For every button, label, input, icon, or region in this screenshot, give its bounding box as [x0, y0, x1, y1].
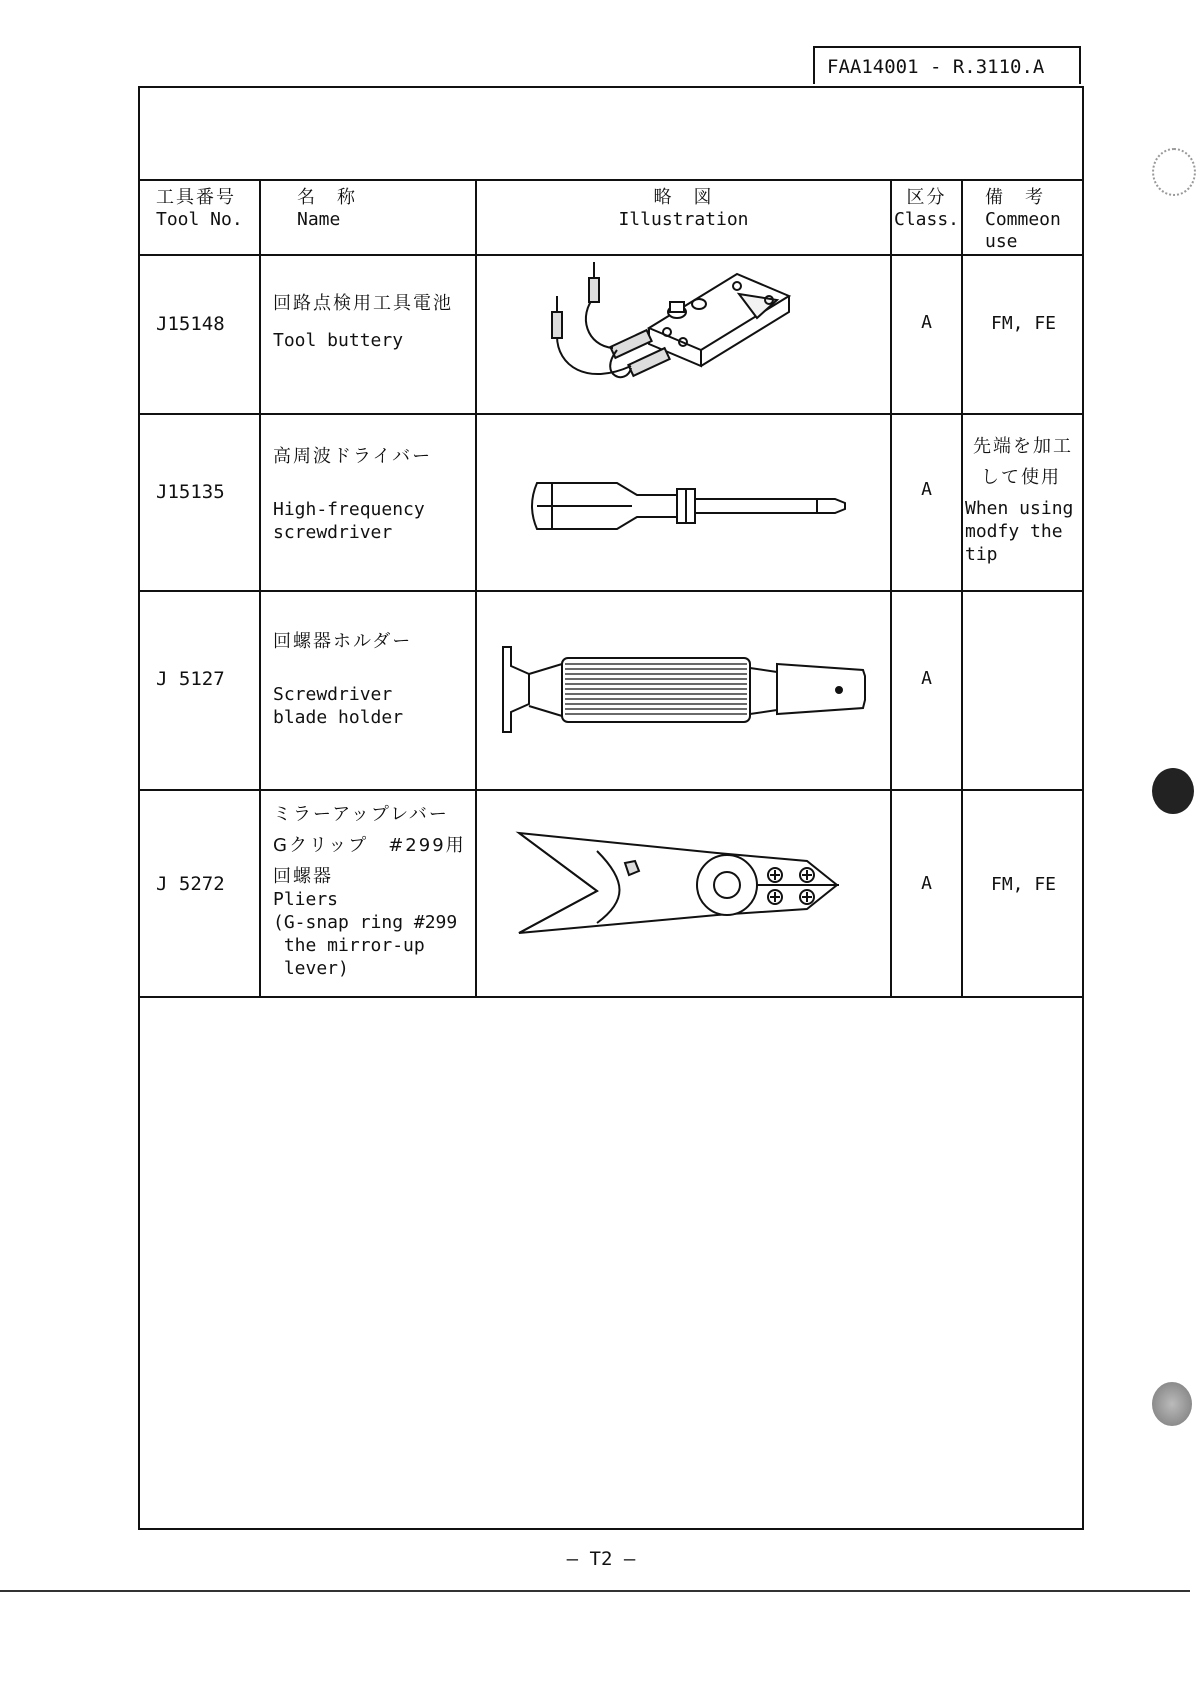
illustration-cell [476, 790, 891, 997]
header-name [260, 180, 476, 255]
punch-hole-mark [1152, 1382, 1192, 1426]
header-class-en: Class. [893, 209, 960, 230]
header-illustration-jp: 略 図 [653, 187, 714, 208]
tool-no: J 5127 [156, 668, 225, 690]
header-tool-no [138, 180, 260, 255]
remarks-value: When using [965, 498, 1074, 519]
header-illustration-en: Illustration [618, 209, 749, 230]
remarks-cell [962, 790, 1084, 997]
punch-hole-mark [1152, 148, 1196, 196]
name-jp: 回螺器ホルダー [273, 631, 413, 652]
class-cell [891, 591, 962, 790]
class-value: A [921, 873, 932, 894]
header-class [891, 180, 962, 255]
remarks-value: tip [965, 544, 998, 565]
header-remarks [962, 180, 1084, 255]
class-cell [891, 255, 962, 414]
remarks-value: FM, FE [990, 313, 1057, 334]
illustration-cell [476, 591, 891, 790]
header-remarks-en-2: use [985, 231, 1018, 252]
name-en: Tool buttery [273, 330, 404, 351]
illustration-cell [476, 255, 891, 414]
bottom-rule [0, 1590, 1190, 1592]
tool-no-cell [138, 255, 260, 414]
table-row [138, 255, 1084, 414]
name-jp: 回路点検用工具電池 [273, 293, 453, 314]
page-number: T2 [589, 1548, 613, 1570]
header-name-en: Name [297, 209, 341, 230]
punch-hole-mark [1152, 768, 1194, 814]
name-jp: Gクリップ #299用 [273, 835, 466, 856]
blade-holder-icon [477, 592, 890, 787]
name-jp: 高周波ドライバー [273, 446, 433, 467]
remarks-value: modfy the [965, 521, 1063, 542]
name-en: (G-snap ring #299 [273, 912, 458, 933]
remarks-value: FM, FE [990, 874, 1057, 895]
table-row [138, 591, 1084, 790]
table-header-row [138, 180, 1084, 255]
name-en: lever) [273, 958, 349, 979]
header-name-jp: 名 称 [297, 187, 357, 208]
header-remarks-jp: 備 考 [985, 187, 1045, 208]
tool-no-cell [138, 414, 260, 591]
class-value: A [921, 479, 932, 500]
name-en: Screwdriver [273, 684, 393, 705]
table-row [138, 414, 1084, 591]
remarks-jp: して使用 [981, 467, 1061, 488]
class-value: A [921, 668, 932, 689]
table-row [138, 790, 1084, 997]
header-tool-no-jp: 工具番号 [156, 187, 236, 208]
remarks-cell [962, 591, 1084, 790]
tool-no: J15135 [156, 481, 225, 503]
header-class-jp: 区分 [906, 187, 947, 208]
tool-no-cell [138, 790, 260, 997]
illustration-cell [476, 414, 891, 591]
screwdriver-icon [477, 415, 890, 588]
name-en: the mirror-up [273, 935, 425, 956]
tool-no-cell [138, 591, 260, 790]
class-cell [891, 414, 962, 591]
name-en: screwdriver [273, 522, 393, 543]
name-cell [260, 255, 476, 414]
header-tool-no-en: Tool No. [156, 209, 243, 230]
name-cell [260, 414, 476, 591]
page-footer: — T2 — [566, 1548, 636, 1570]
header-illustration [476, 180, 891, 255]
class-value: A [921, 312, 932, 333]
remarks-jp: 先端を加工 [973, 436, 1073, 457]
remarks-cell [962, 414, 1084, 591]
name-jp: 回螺器 [273, 866, 333, 887]
tool-no: J 5272 [156, 873, 225, 895]
name-jp: ミラーアップレバー [273, 804, 449, 825]
battery-tester-icon [477, 256, 890, 411]
document-number: FAA14001 - R.3110.A [813, 46, 1081, 84]
name-en: Pliers [273, 889, 339, 910]
header-remarks-en-1: Commeon [985, 209, 1061, 230]
tool-no: J15148 [156, 313, 225, 335]
tool-table [138, 179, 1084, 998]
name-en: blade holder [273, 707, 404, 728]
name-en: High-frequency [273, 499, 425, 520]
class-cell [891, 790, 962, 997]
name-cell [260, 790, 476, 997]
remarks-cell [962, 255, 1084, 414]
name-cell [260, 591, 476, 790]
pliers-icon [477, 791, 890, 994]
